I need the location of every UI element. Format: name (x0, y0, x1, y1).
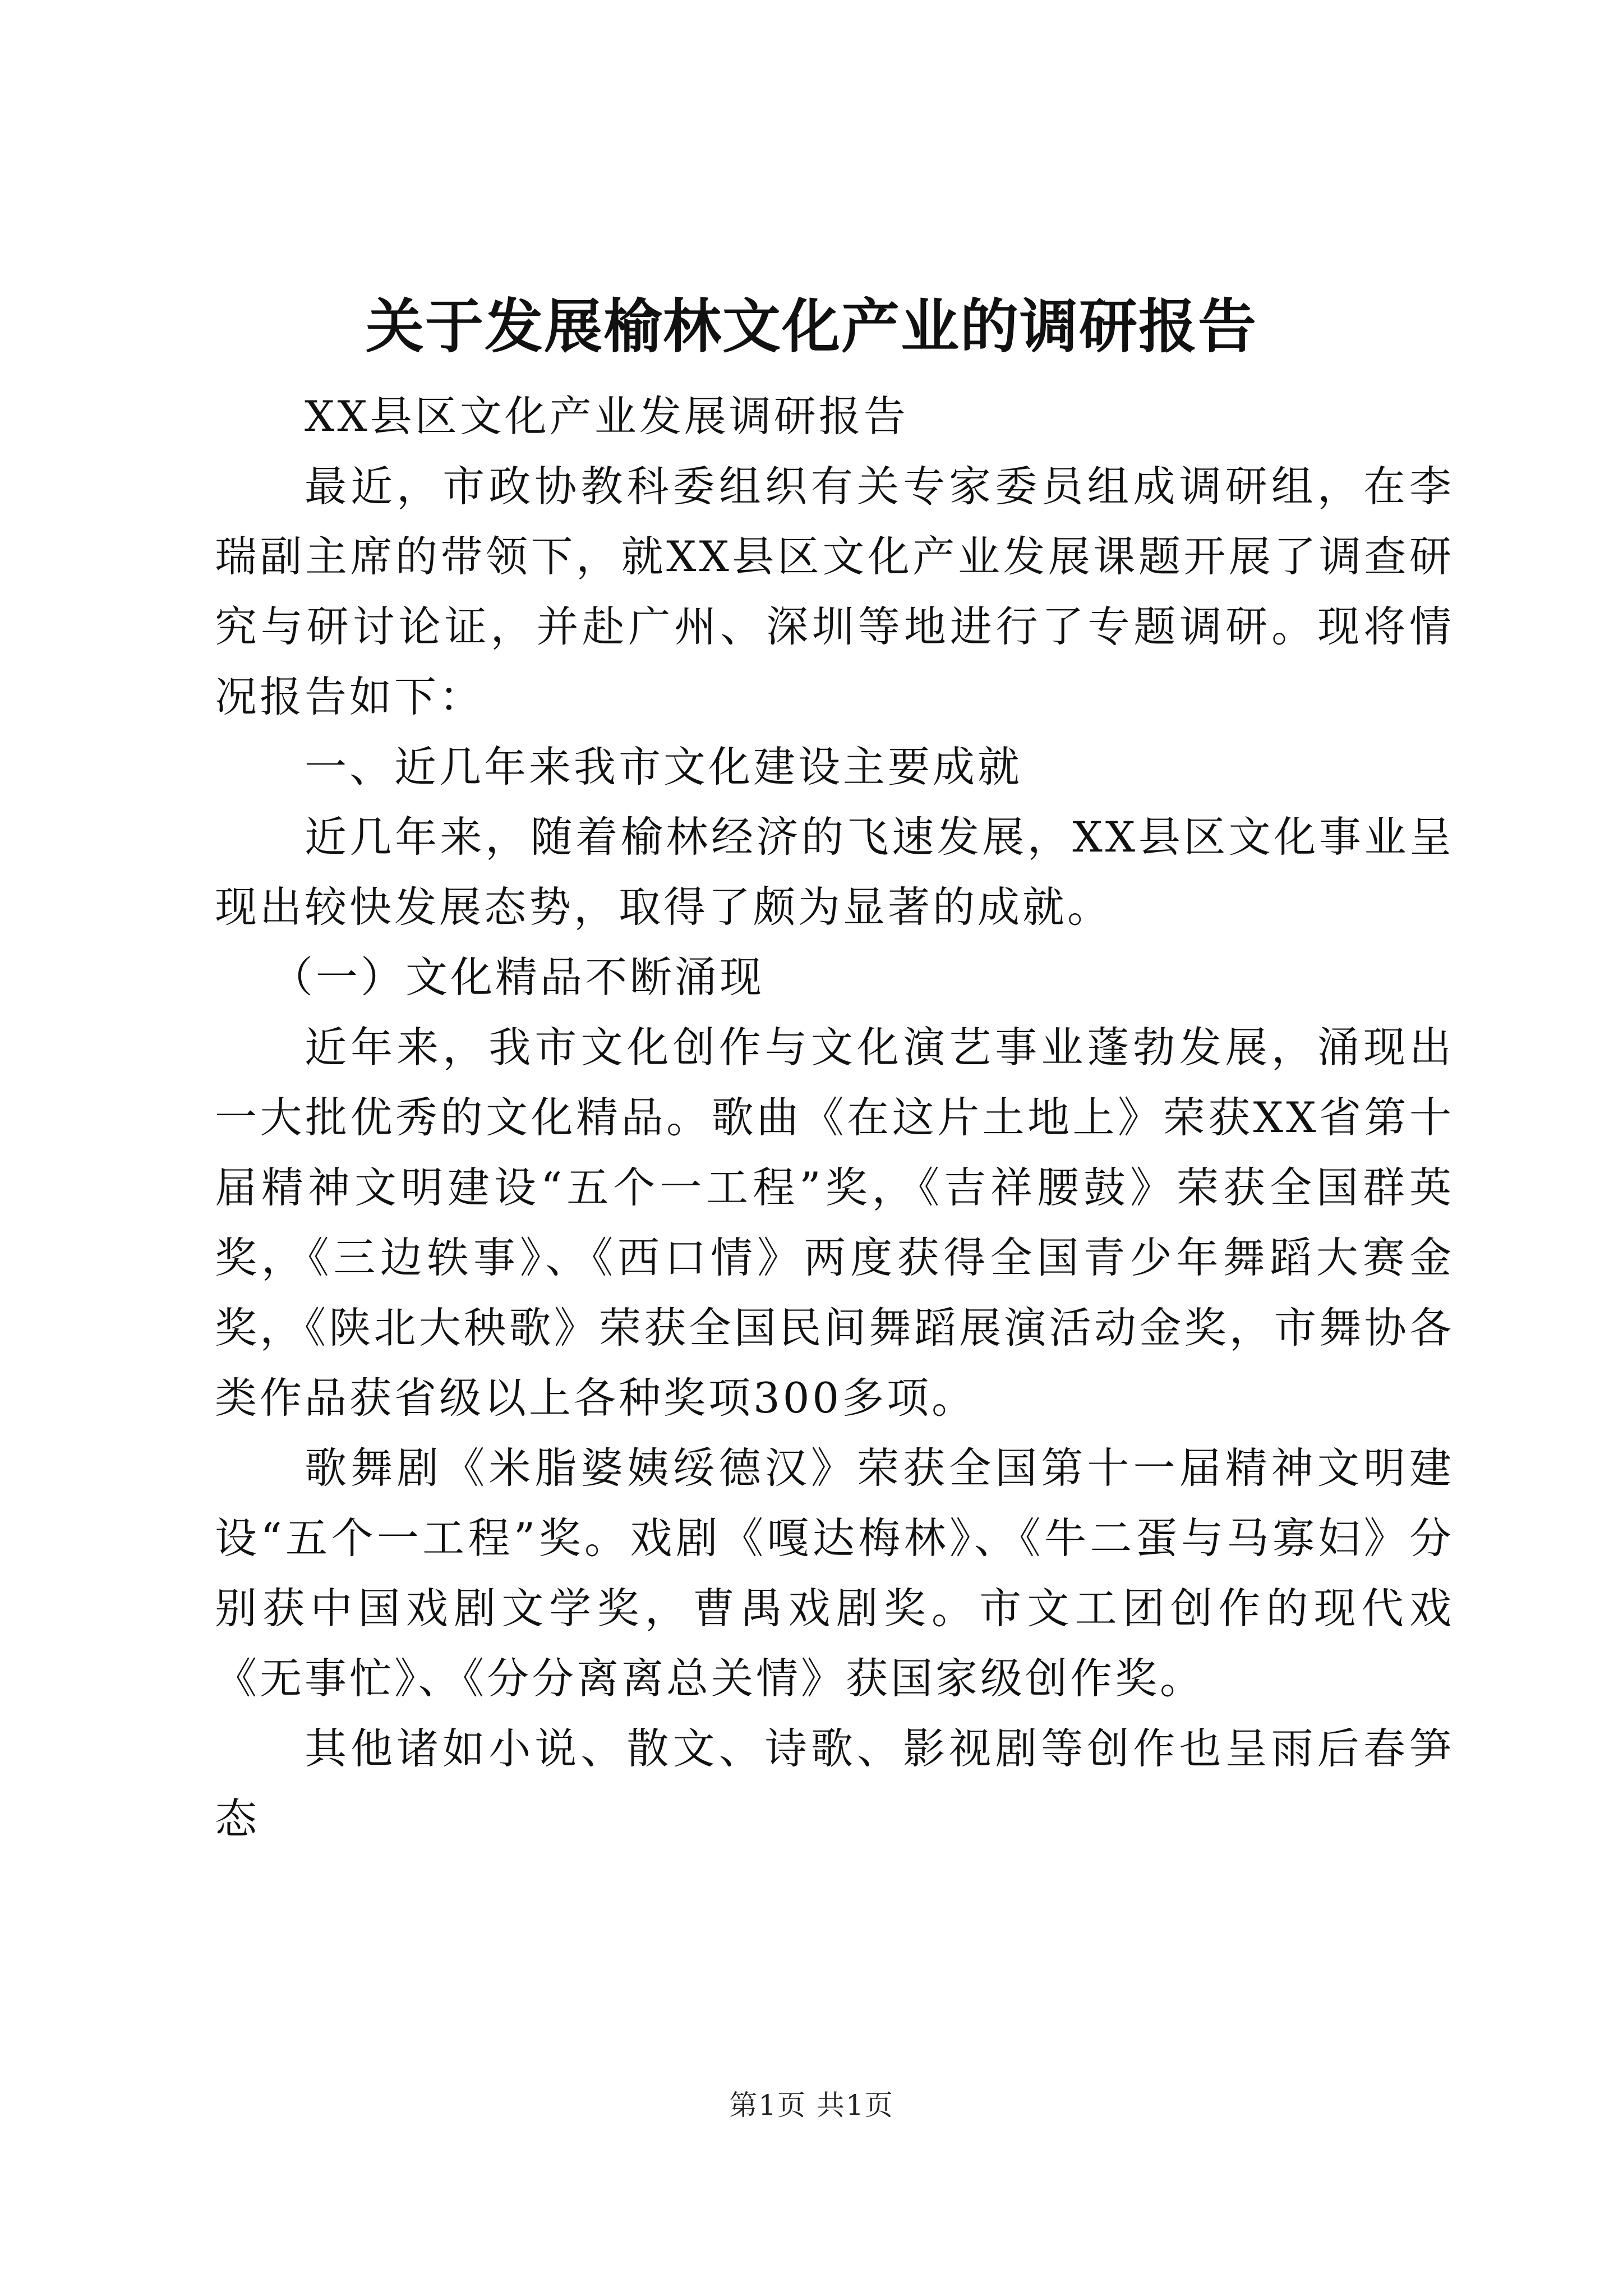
paragraph-other: 其他诸如小说、散文、诗歌、影视剧等创作也呈雨后春笋态 (215, 1724, 1454, 1843)
paragraph-intro: 最近，市政协教科委组织有关专家委员组成调研组，在李瑞副主席的带领下，就XX县区文化产业发展课题开展了调查研究与研讨论证，并赴广州、深圳等地进行了专题调研。现将情况报告如下： (215, 462, 1454, 721)
page-footer: 第1页 共1页 (729, 2089, 894, 2122)
paragraph-achievements: 近几年来，随着榆林经济的飞速发展，XX县区文化事业呈现出较快发展态势，取得了颇为显著的成就。 (215, 812, 1454, 932)
document-title: 关于发展榆林文化产业的调研报告 (365, 292, 1257, 361)
paragraph-drama: 歌舞剧《米脂婆姨绥德汉》荣获全国第十一届精神文明建设“五个一工程”奖。戏剧《嘎达梅林》、《牛二蛋与马寡妇》分别获中国戏剧文学奖，曹禺戏剧奖。市文工团创作的现代戏《无事忙》、《分分离离总关情》获国家级创作奖。 (215, 1443, 1454, 1703)
subsection-heading-1: （一）文化精品不断涌现 (271, 953, 765, 1002)
paragraph-works: 近年来，我市文化创作与文化演艺事业蓬勃发展，涌现出一大批优秀的文化精品。歌曲《在这片土地上》荣获XX省第十届精神文明建设“五个一工程”奖，《吉祥腰鼓》荣获全国群英奖，《三边轶事》、《西口情》两度获得全国青少年舞蹈大赛金奖，《陕北大秧歌》荣获全国民间舞蹈展演活动金奖，市舞协各类作品获省级以上各种奖项300多项。 (215, 1023, 1454, 1423)
document-body (215, 381, 1454, 1854)
document-subtitle: XX县区文化产业发展调研报告 (305, 392, 909, 441)
section-heading-1: 一、近几年来我市文化建设主要成就 (305, 742, 1023, 792)
